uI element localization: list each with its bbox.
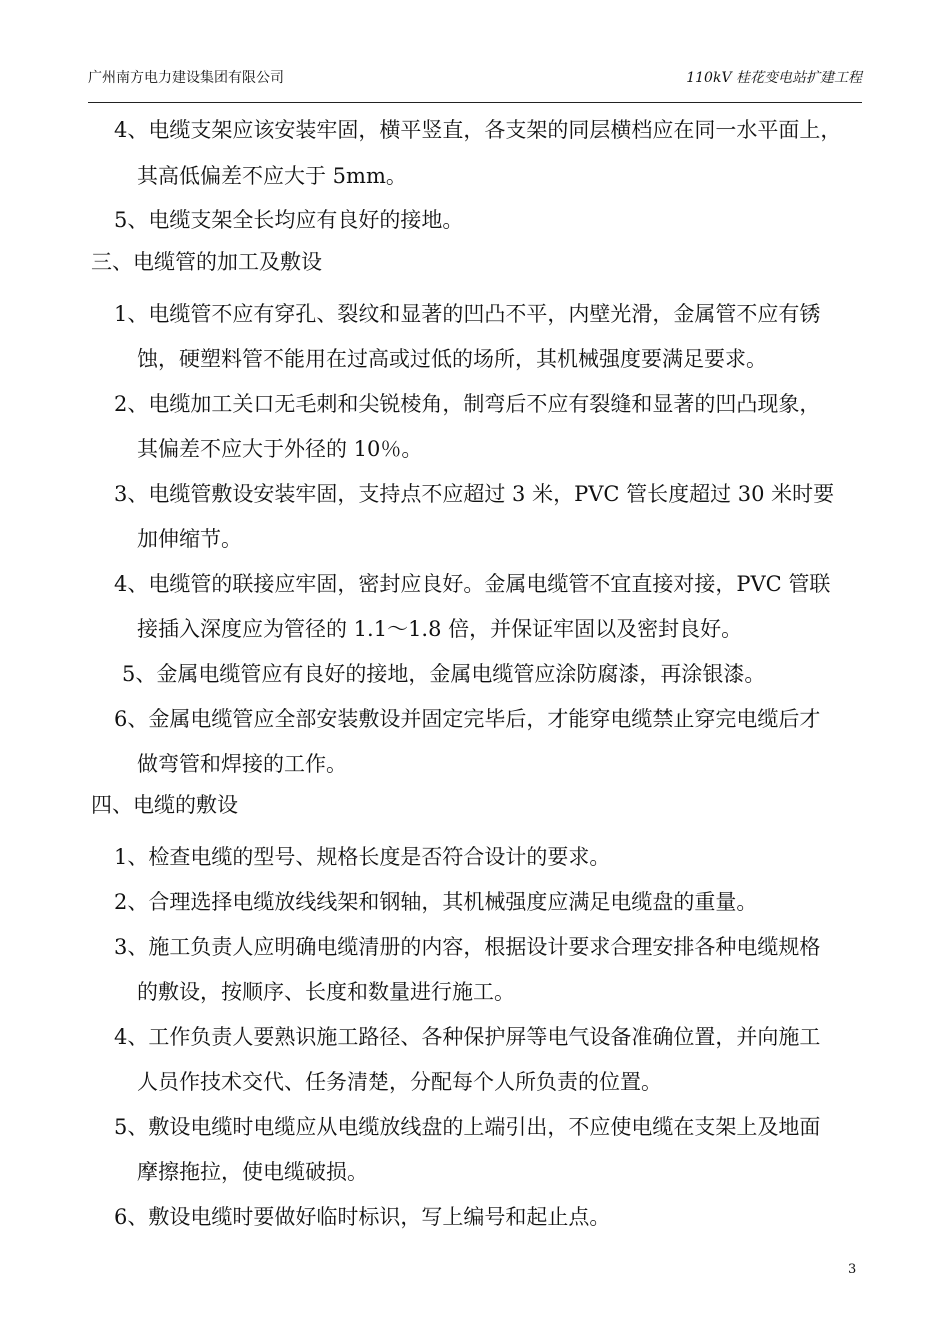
paragraph-line: 3、电缆管敷设安装牢固，支持点不应超过 3 米，PVC 管长度超过 30 米时要 [114, 482, 835, 506]
paragraph-line: 6、敷设电缆时要做好临时标识，写上编号和起止点。 [114, 1205, 611, 1229]
paragraph-line: 其高低偏差不应大于 5mm。 [137, 164, 407, 188]
paragraph-line: 1、电缆管不应有穿孔、裂纹和显著的凹凸不平，内壁光滑，金属管不应有锈 [114, 302, 821, 326]
paragraph-line: 2、合理选择电缆放线线架和钢轴，其机械强度应满足电缆盘的重量。 [114, 890, 758, 914]
paragraph-line: 2、电缆加工关口无毛刺和尖锐棱角，制弯后不应有裂缝和显著的凹凸现象， [114, 392, 821, 416]
paragraph-line: 1、检查电缆的型号、规格长度是否符合设计的要求。 [114, 845, 611, 869]
paragraph-line: 4、工作负责人要熟识施工路径、各种保护屏等电气设备准确位置，并向施工 [114, 1025, 821, 1049]
paragraph-line: 5、敷设电缆时电缆应从电缆放线盘的上端引出，不应使电缆在支架上及地面 [114, 1115, 821, 1139]
paragraph-line: 接插入深度应为管径的 1.1～1.8 倍，并保证牢固以及密封良好。 [137, 617, 743, 641]
paragraph-line: 6、金属电缆管应全部安装敷设并固定完毕后，才能穿电缆禁止穿完电缆后才 [114, 707, 821, 731]
paragraph-line: 蚀，硬塑料管不能用在过高或过低的场所，其机械强度要满足要求。 [137, 347, 767, 371]
paragraph-line: 4、电缆管的联接应牢固，密封应良好。金属电缆管不宜直接对接，PVC 管联 [114, 572, 831, 596]
paragraph-line: 其偏差不应大于外径的 10％。 [137, 437, 423, 461]
page-header [88, 68, 862, 90]
section-heading: 三、电缆管的加工及敷设 [91, 250, 322, 274]
section-heading: 四、电缆的敷设 [91, 793, 238, 817]
paragraph-line: 4、电缆支架应该安装牢固，横平竖直，各支架的同层横档应在同一水平面上， [114, 118, 842, 142]
paragraph-line: 加伸缩节。 [137, 527, 242, 551]
project-name: 110kV 桂花变电站扩建工程 [686, 70, 862, 86]
paragraph-line: 5、金属电缆管应有良好的接地，金属电缆管应涂防腐漆，再涂银漆。 [122, 662, 766, 686]
company-name: 广州南方电力建设集团有限公司 [88, 70, 284, 86]
paragraph-line: 做弯管和焊接的工作。 [137, 752, 347, 776]
paragraph-line: 的敷设，按顺序、长度和数量进行施工。 [137, 980, 515, 1004]
paragraph-line: 摩擦拖拉，使电缆破损。 [137, 1160, 368, 1184]
page-number: 3 [848, 1262, 857, 1277]
header-divider [88, 102, 862, 103]
paragraph-line: 5、电缆支架全长均应有良好的接地。 [114, 208, 464, 232]
paragraph-line: 人员作技术交代、任务清楚，分配每个人所负责的位置。 [137, 1070, 662, 1094]
paragraph-line: 3、施工负责人应明确电缆清册的内容，根据设计要求合理安排各种电缆规格 [114, 935, 821, 959]
